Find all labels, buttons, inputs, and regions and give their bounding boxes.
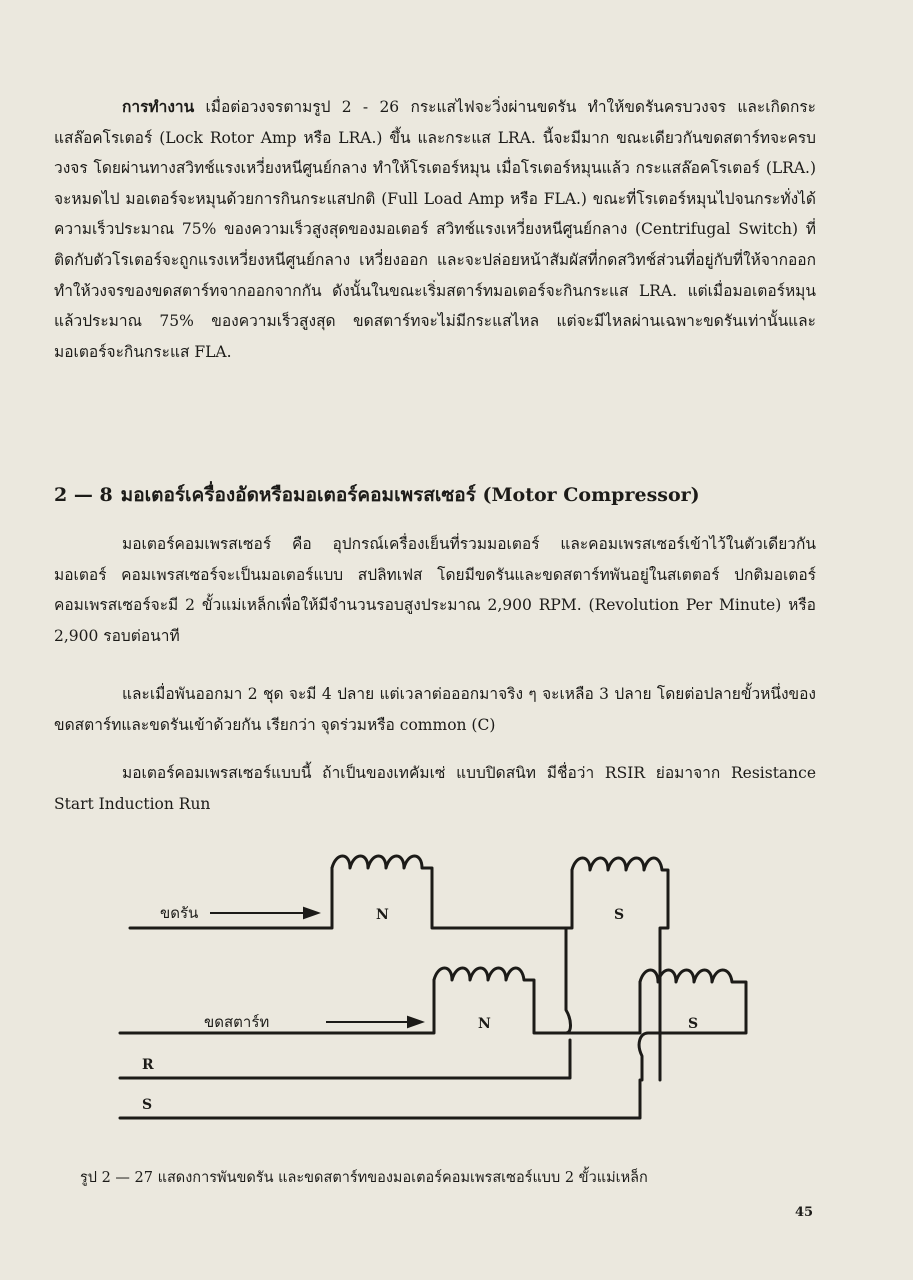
start-wire-mid bbox=[566, 982, 640, 1033]
terminal-r-wire bbox=[120, 1040, 570, 1078]
paragraph-lead: การทำงาน bbox=[122, 97, 195, 116]
paragraph-text: เมื่อต่อวงจรตามรูป 2 - 26 กระแสไฟจะวิ่งผ่านขดรัน ทำให้ขดรันครบวงจร และเกิดกระแสล๊อคโรเตอร์ (Lock Rotor Amp หรือ LRA.) ขึ้น และกระแส LRA. นี้จะมีมาก ขณะเดียวกันขดสตาร์ทจะครบวงจร โดยผ่านทางสวิทช์แรงเหวี่ยงหนีศูนย์กลาง ทำให้โรเตอร์หมุน เมื่อโรเตอร์หมุนแล้ว กระแสล๊อคโรเตอร์ (LRA.) จะหมดไป มอเตอร์จะหมุนด้วยการกินกระแสปกติ (Full Load Amp หรือ FLA.) ขณะที่โรเตอร์หมุนไปจนกระทั่งได้ความเร็วประมาณ 75% ของความเร็วสูงสุดของมอเตอร์ สวิทช์แรงเหวี่ยงหนีศูนย์กลาง (Centrifugal Switch) ที่ติดกับตัวโรเตอร์จะถูกแรงเหวี่ยงหนีศูนย์กลาง เหวี่ยงออก และจะปล่อยหน้าสัมผัสที่กดสวิทช์ส่วนที่อยู่กับที่ให้จากออก ทำให้วงจรของขดสตาร์ทจากออกจากกัน ดังนั้นในขณะเริ่มสตาร์ทมอเตอร์จะกินกระแส LRA. แต่เมื่อมอเตอร์หมุนแล้วประมาณ 75% ของความเร็วสูงสุด ขดสตาร์ทจะไม่มีกระแสไหล แต่จะมีไหลผ่านเฉพาะขดรันเท่านั้นและมอเตอร์จะกินกระแส FLA. bbox=[54, 98, 816, 361]
start-pole-n-label: N bbox=[478, 1016, 491, 1032]
start-wire-left bbox=[120, 980, 434, 1033]
run-pole-n-label: N bbox=[376, 907, 389, 923]
section-title: มอเตอร์เครื่องอัดหรือมอเตอร์คอมเพรสเซอร์ (Motor Compressor) bbox=[120, 484, 700, 506]
winding-diagram bbox=[0, 830, 913, 1160]
run-winding-label: ขดรัน bbox=[160, 904, 199, 922]
start-winding-label: ขดสตาร์ท bbox=[204, 1013, 270, 1031]
paragraph-operation bbox=[54, 92, 816, 367]
figure-caption: รูป 2 — 27 แสดงการพันขดรัน และขดสตาร์ทของมอเตอร์คอมเพรสเซอร์แบบ 2 ขั้วแม่เหล็ก bbox=[80, 1170, 648, 1186]
start-arrow-head bbox=[408, 1017, 422, 1027]
start-pole-s-label: S bbox=[688, 1016, 699, 1032]
run-coil-s bbox=[572, 858, 668, 1080]
paragraph-terminals: และเมื่อพันออกมา 2 ชุด จะมี 4 ปลาย แต่เวลาต่อออกมาจริง ๆ จะเหลือ 3 ปลาย โดยต่อปลายขั้วหนึ่งของขดสตาร์ทและขดรันเข้าด้วยกัน เรียกว่า จุดร่วมหรือ common (C) bbox=[54, 685, 816, 734]
terminal-s-wire bbox=[120, 1080, 640, 1118]
run-coil-n bbox=[332, 856, 572, 928]
section-number: 2 — 8 bbox=[54, 484, 113, 506]
start-coil-n bbox=[434, 928, 571, 1033]
page-number: 45 bbox=[795, 1205, 814, 1220]
run-pole-s-label: S bbox=[614, 907, 625, 923]
terminal-r-label: R bbox=[142, 1057, 154, 1073]
paragraph-rsir: มอเตอร์คอมเพรสเซอร์แบบนี้ ถ้าเป็นของเทคัมเซ่ แบบปิดสนิท มีชื่อว่า RSIR ย่อมาจาก Resistance Start Induction Run bbox=[54, 764, 816, 813]
section-heading bbox=[54, 480, 816, 510]
run-arrow-head bbox=[304, 908, 318, 918]
terminal-s-label: S bbox=[142, 1097, 153, 1113]
paragraph-definition: มอเตอร์คอมเพรสเซอร์ คือ อุปกรณ์เครื่องเย็นที่รวมมอเตอร์ และคอมเพรสเซอร์เข้าไว้ในตัวเดียวกัน มอเตอร์ คอมเพรสเซอร์จะเป็นมอเตอร์แบบ สปลิทเฟส โดยมีขดรันและขดสตาร์ทพันอยู่ในสเตตอร์ ปกติมอเตอร์คอมเพรสเซอร์จะมี 2 ขั้วแม่เหล็กเพื่อให้มีจำนวนรอบสูงประมาณ 2,900 RPM. (Revolution Per Minute) หรือ 2,900 รอบต่อนาที bbox=[54, 535, 816, 645]
